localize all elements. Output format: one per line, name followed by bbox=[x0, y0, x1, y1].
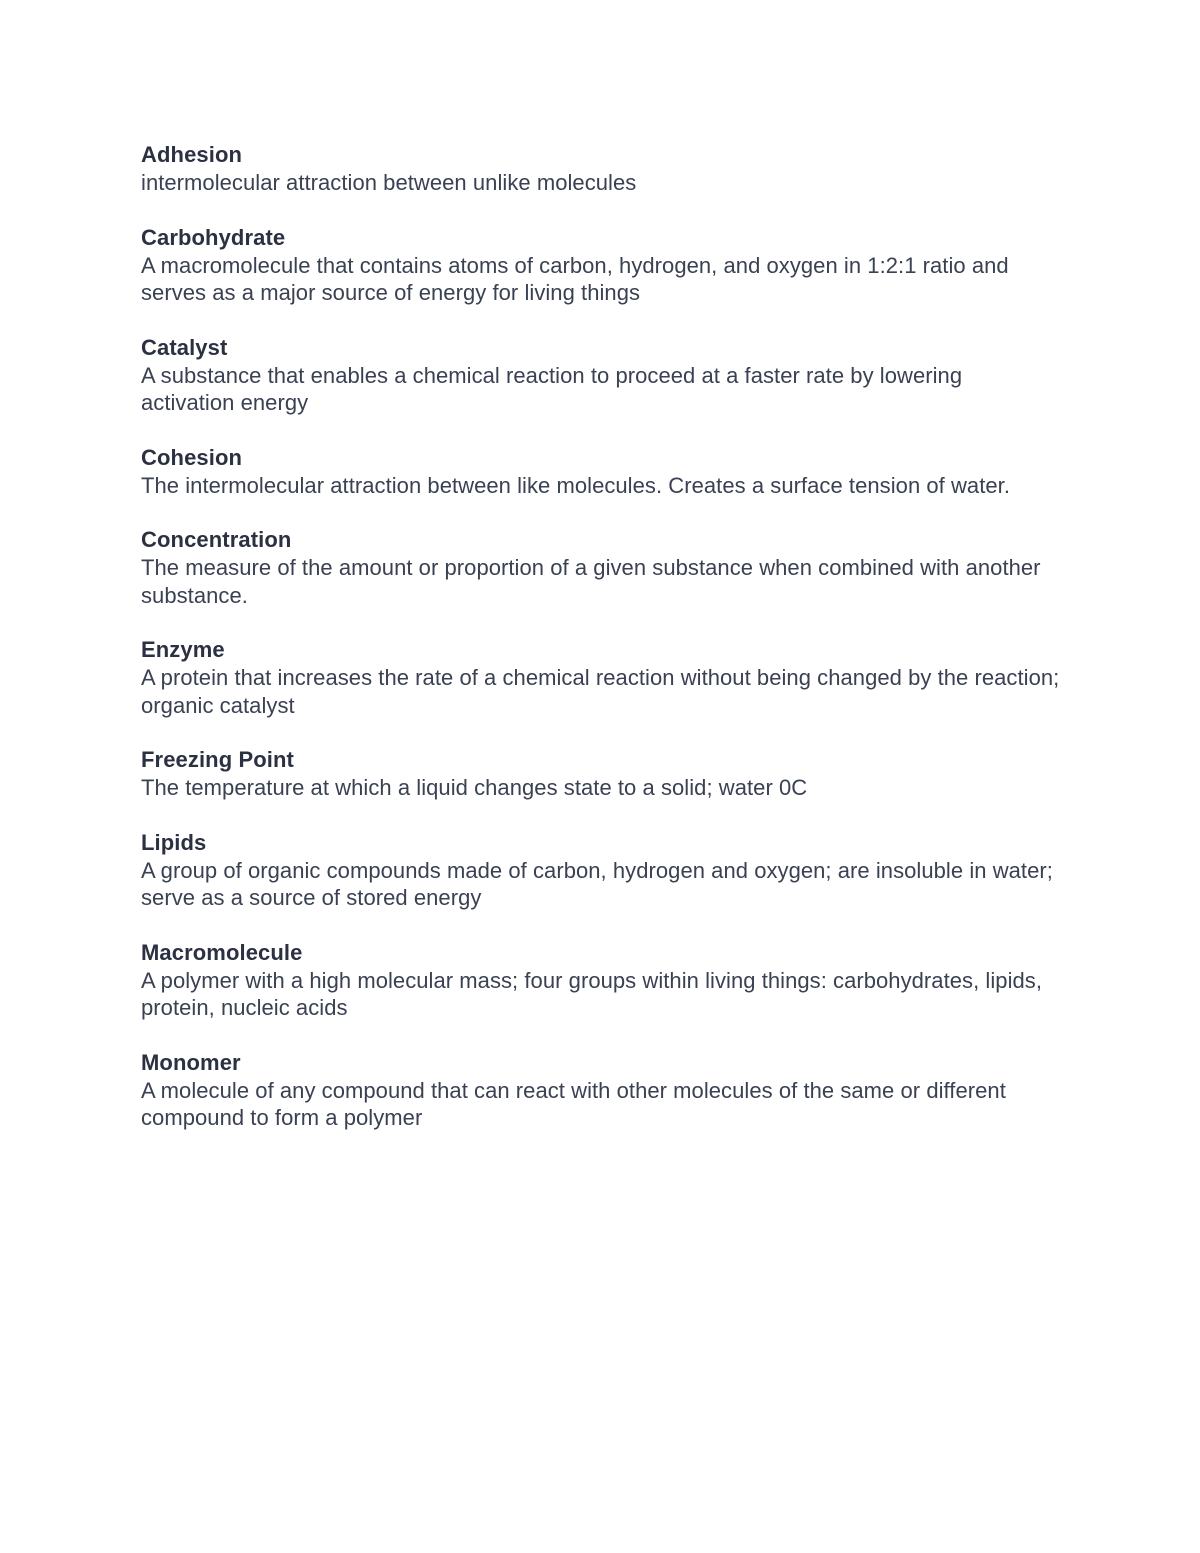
term-heading: Monomer bbox=[141, 1049, 241, 1075]
glossary-entry-lipids bbox=[141, 828, 1061, 912]
term-definition: A substance that enables a chemical reaction to proceed at a faster rate by lowering activation energy bbox=[141, 362, 963, 415]
term-heading: Adhesion bbox=[141, 142, 243, 167]
term-definition: The measure of the amount or proportion of a given substance when combined with another substance. bbox=[141, 555, 1041, 608]
term-definition: A macromolecule that contains atoms of carbon, hydrogen, and oxygen in 1:2:1 ratio and serves as a major source of energy for living things bbox=[141, 252, 1009, 305]
term-definition: A group of organic compounds made of carbon, hydrogen and oxygen; are insoluble in water; serve as a source of stored energy bbox=[141, 857, 1053, 910]
term-heading: Lipids bbox=[141, 829, 207, 855]
term-heading: Enzyme bbox=[141, 637, 225, 662]
term-definition: A polymer with a high molecular mass; four groups within living things: carbohydrates, lipids, protein, nucleic acids bbox=[141, 967, 1043, 1020]
term-definition: A molecule of any compound that can react with other molecules of the same or different compound to form a polymer bbox=[141, 1077, 1006, 1130]
glossary-entry-enzyme bbox=[141, 635, 1061, 719]
term-heading: Carbohydrate bbox=[141, 224, 286, 250]
term-heading: Macromolecule bbox=[141, 939, 303, 965]
glossary-entry-macromolecule bbox=[141, 938, 1061, 1022]
term-definition: The intermolecular attraction between like molecules. Creates a surface tension of water. bbox=[141, 472, 1010, 498]
term-heading: Catalyst bbox=[141, 334, 228, 360]
glossary-entry-cohesion bbox=[141, 443, 1061, 500]
glossary-entry-monomer bbox=[141, 1048, 1061, 1132]
glossary-entry-concentration bbox=[141, 525, 1061, 609]
term-heading: Concentration bbox=[141, 527, 292, 552]
term-definition: The temperature at which a liquid changes state to a solid; water 0C bbox=[141, 775, 808, 800]
glossary-entry-catalyst bbox=[141, 333, 1061, 417]
term-heading: Freezing Point bbox=[141, 747, 294, 772]
glossary-document bbox=[141, 140, 1061, 1158]
glossary-entry-freezing-point bbox=[141, 745, 1061, 802]
glossary-entry-carbohydrate bbox=[141, 223, 1061, 307]
glossary-entry-adhesion bbox=[141, 140, 1061, 197]
term-heading: Cohesion bbox=[141, 444, 243, 470]
term-definition: intermolecular attraction between unlike molecules bbox=[141, 170, 637, 195]
term-definition: A protein that increases the rate of a chemical reaction without being changed by the reaction; organic catalyst bbox=[141, 665, 1060, 718]
